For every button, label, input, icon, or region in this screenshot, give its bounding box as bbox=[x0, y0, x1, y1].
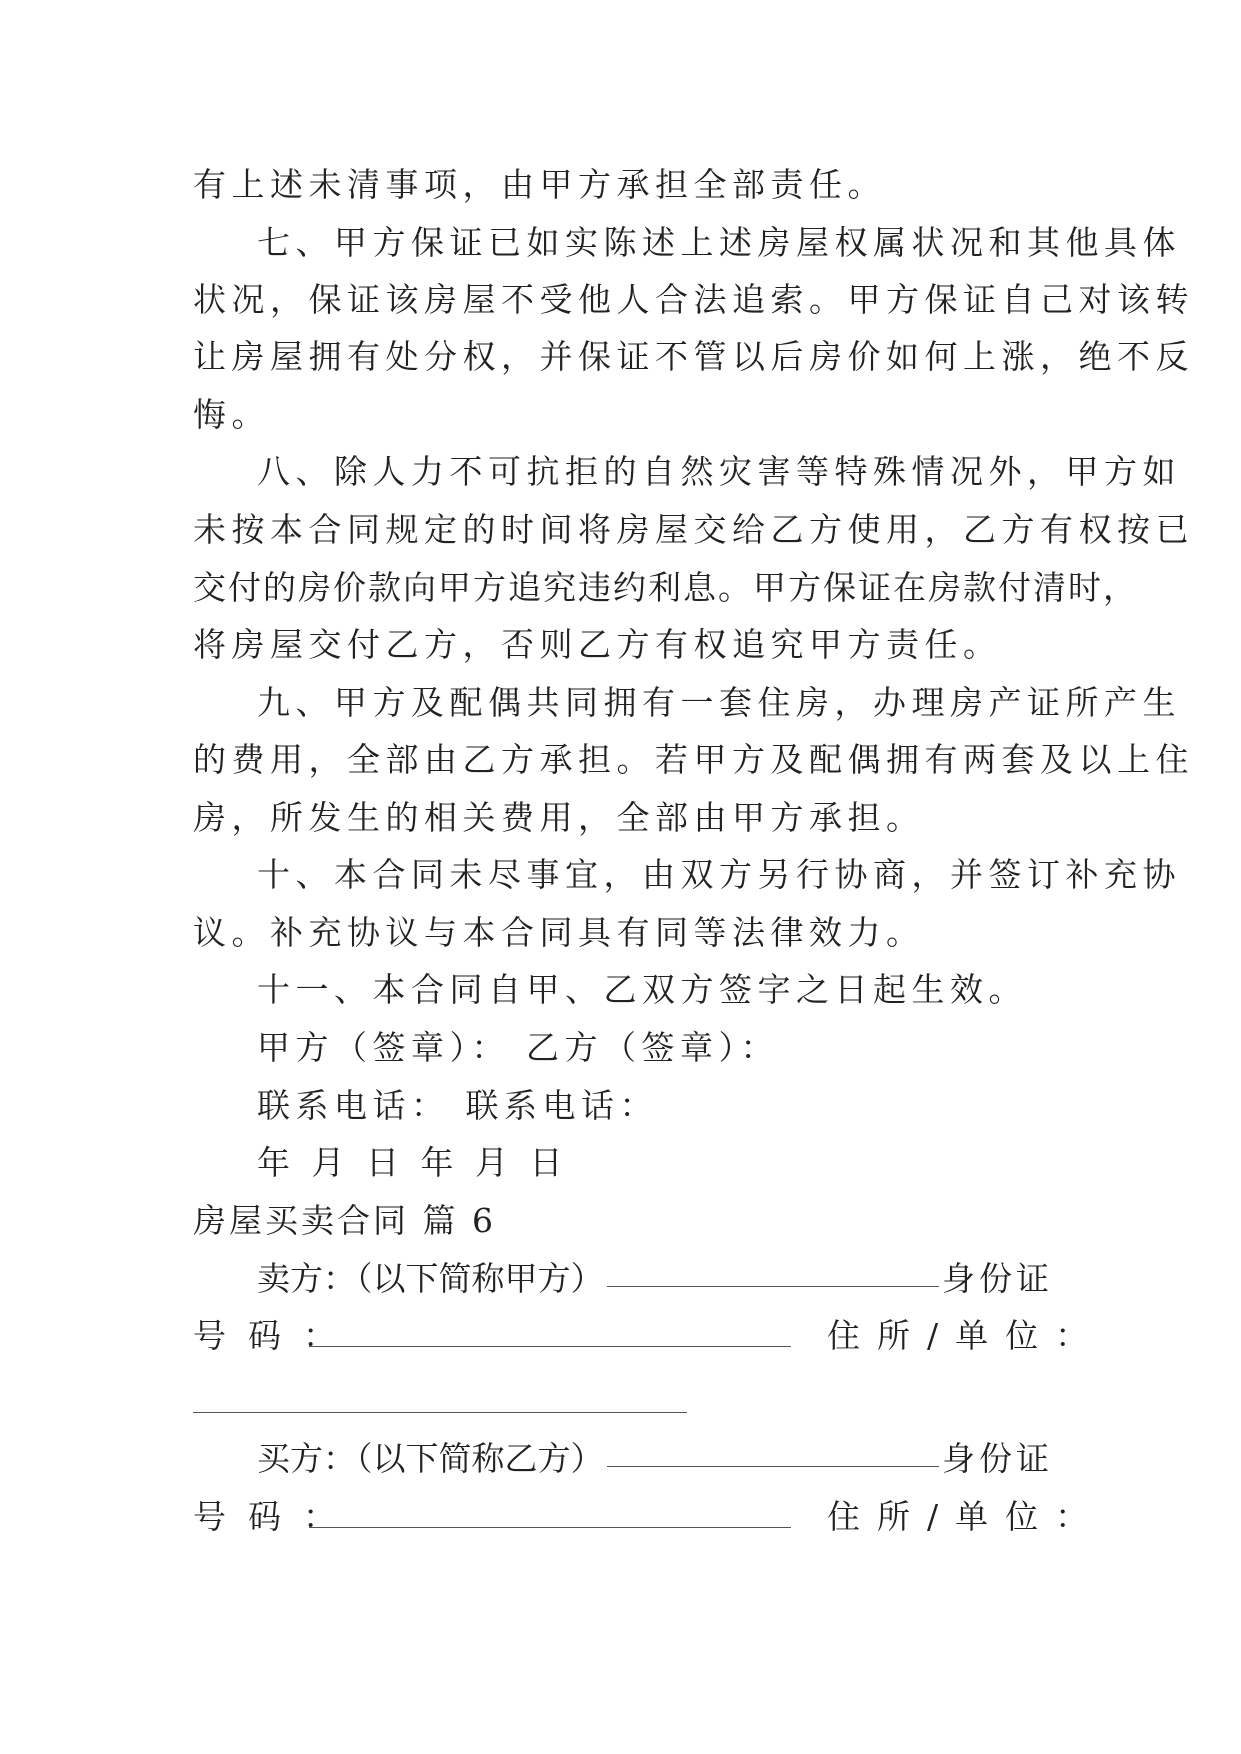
clause-9-line: 的费用，全部由乙方承担。若甲方及配偶拥有两套及以上住 bbox=[193, 740, 1194, 779]
clause-7-line: 悔。 bbox=[193, 395, 270, 434]
seller-address-blank bbox=[193, 1412, 687, 1413]
signature-line: 甲方（签章）： 乙方（签章）： bbox=[257, 1028, 779, 1067]
seller-id-line bbox=[193, 1313, 1106, 1359]
buyer-name-blank bbox=[607, 1436, 939, 1467]
clause-10-line: 十、本合同未尽事宜，由双方另行协商，并签订补充协 bbox=[257, 855, 1181, 894]
buyer-id-blank bbox=[309, 1497, 791, 1528]
clause-9-line: 房，所发生的相关费用，全部由甲方承担。 bbox=[193, 798, 925, 837]
clause-7-line: 七、甲方保证已如实陈述上述房屋权属状况和其他具体 bbox=[257, 223, 1181, 262]
buyer-line bbox=[257, 1436, 1053, 1482]
clause-8-line: 未按本合同规定的时间将房屋交给乙方使用，乙方有权按已 bbox=[193, 510, 1194, 549]
clause-7-line: 状况，保证该房屋不受他人合法追索。甲方保证自己对该转 bbox=[193, 280, 1194, 319]
seller-name-blank bbox=[607, 1256, 939, 1287]
buyer-id-label-2: 号码： bbox=[193, 1497, 358, 1536]
seller-id-label-2: 号码： bbox=[193, 1316, 358, 1355]
seller-id-blank bbox=[309, 1316, 791, 1347]
clause-8-line: 将房屋交付乙方，否则乙方有权追究甲方责任。 bbox=[193, 625, 1002, 664]
clause-9-line: 九、甲方及配偶共同拥有一套住房，办理房产证所产生 bbox=[257, 683, 1181, 722]
clause-10-line: 议。补充协议与本合同具有同等法律效力。 bbox=[193, 913, 925, 952]
buyer-address-label: 住所/单位： bbox=[827, 1497, 1106, 1536]
clause-11-line: 十一、本合同自甲、乙双方签字之日起生效。 bbox=[257, 970, 1027, 1009]
clause-8-line: 交付的房价款向甲方追究违约利息。甲方保证在房款付清时， bbox=[193, 568, 1138, 607]
clause-8-line: 八、除人力不可抗拒的自然灾害等特殊情况外，甲方如 bbox=[257, 452, 1181, 491]
buyer-label: 买方：（以下简称乙方） bbox=[257, 1439, 604, 1478]
paragraph-line: 有上述未清事项，由甲方承担全部责任。 bbox=[193, 165, 886, 204]
seller-line bbox=[257, 1256, 1053, 1302]
seller-label: 卖方：（以下简称甲方） bbox=[257, 1259, 604, 1298]
seller-id-label: 身份证 bbox=[942, 1259, 1053, 1298]
date-line: 年 月 日 年 月 日 bbox=[257, 1143, 568, 1182]
buyer-id-line bbox=[193, 1494, 1106, 1540]
buyer-id-label: 身份证 bbox=[942, 1439, 1053, 1478]
section-heading: 房屋买卖合同 篇 6 bbox=[193, 1201, 496, 1240]
seller-address-label: 住所/单位： bbox=[827, 1316, 1106, 1355]
clause-7-line: 让房屋拥有处分权，并保证不管以后房价如何上涨，绝不反 bbox=[193, 337, 1194, 376]
phone-line: 联系电话： 联系电话： bbox=[257, 1086, 658, 1125]
